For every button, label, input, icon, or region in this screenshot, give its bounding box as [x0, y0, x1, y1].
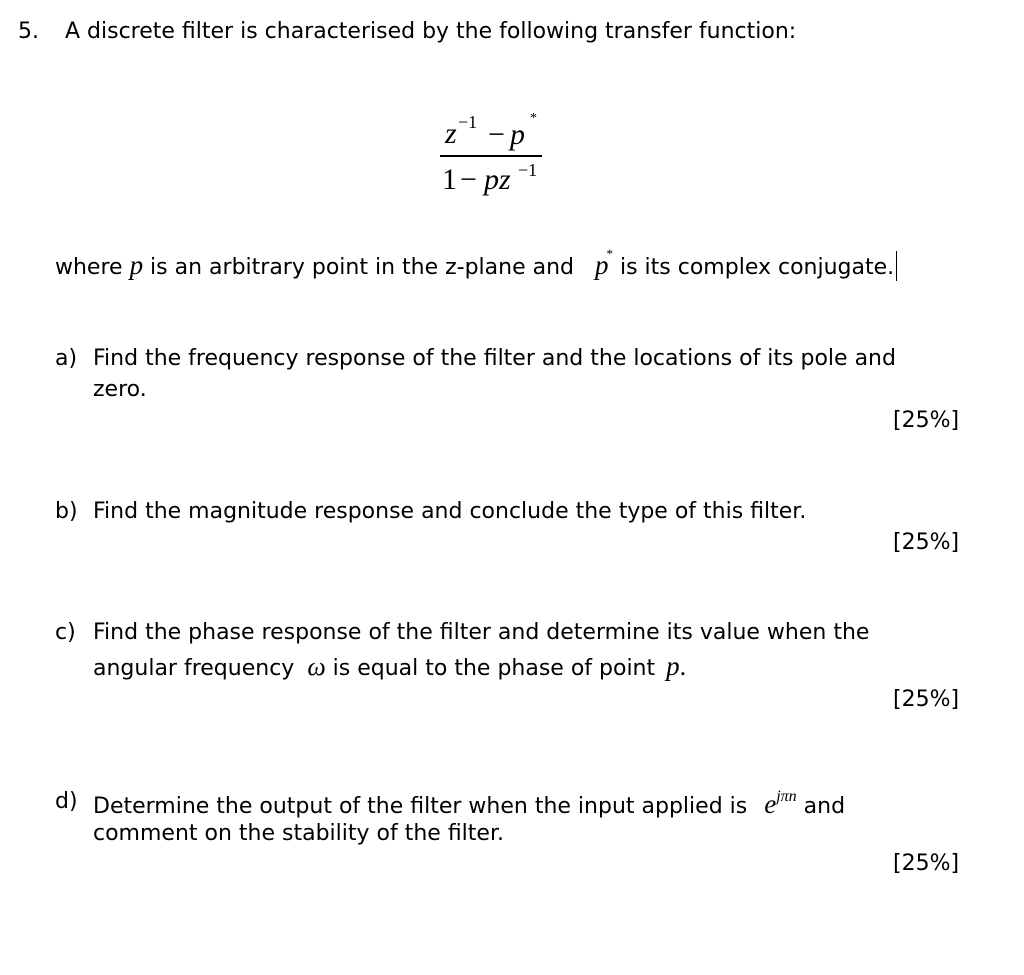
variable-p-phase: p: [666, 651, 680, 681]
variable-p: p: [129, 250, 144, 280]
denominator-pz: pz: [484, 163, 511, 196]
numerator-exponent: −1: [458, 112, 478, 132]
variable-omega: ω: [307, 652, 326, 681]
numerator-z: z: [445, 117, 457, 150]
part-d-mark: [25%]: [893, 851, 960, 876]
part-c-line2-middle: is equal to the phase of point: [325, 656, 663, 681]
part-d-line1: [93, 789, 845, 820]
text-cursor: [896, 251, 897, 281]
question-intro: A discrete filter is characterised by the following transfer function:: [65, 19, 797, 44]
part-c-mark: [25%]: [893, 687, 960, 712]
numerator-conjugate-star: *: [530, 111, 537, 126]
numerator-minus: −: [488, 118, 505, 151]
question-number: 5.: [18, 19, 39, 44]
where-text-end: is its complex conjugate.: [613, 255, 895, 280]
part-c-line2: [93, 651, 686, 682]
part-b-label: b): [55, 499, 78, 524]
part-c-line1: Find the phase response of the filter and determine its value when the: [93, 620, 870, 645]
part-d-line1-end: and: [796, 794, 846, 819]
where-statement: [55, 246, 897, 281]
part-d-line2: comment on the stability of the filter.: [93, 821, 504, 846]
part-d-label: d): [55, 789, 78, 814]
denominator-minus: −: [460, 163, 477, 196]
numerator-p: p: [510, 118, 525, 151]
part-c-label: c): [55, 620, 76, 645]
denominator-exponent: −1: [518, 160, 538, 180]
variable-p-conjugate: p: [595, 250, 609, 280]
part-a-line2: zero.: [93, 377, 147, 402]
where-text-start: where: [55, 255, 130, 280]
fraction-bar: [440, 155, 542, 157]
denominator-one: 1: [442, 163, 457, 196]
part-c-period: .: [679, 652, 687, 681]
part-a-mark: [25%]: [893, 408, 960, 433]
conjugate-star: *: [606, 246, 613, 261]
part-b-mark: [25%]: [893, 530, 960, 555]
part-b-line1: Find the magnitude response and conclude the type of this filter.: [93, 499, 807, 524]
where-text-middle: is an arbitrary point in the z-plane and: [143, 255, 581, 280]
part-d-line1-start: Determine the output of the filter when the input applied is: [93, 794, 755, 819]
part-a-line1: Find the frequency response of the filter and the locations of its pole and: [93, 346, 896, 371]
question-heading: [18, 19, 796, 44]
exponential-e: e: [764, 789, 777, 819]
exponential-exponent: jπn: [776, 788, 797, 805]
part-a-label: a): [55, 346, 78, 371]
part-c-line2-start: angular frequency: [93, 656, 302, 681]
